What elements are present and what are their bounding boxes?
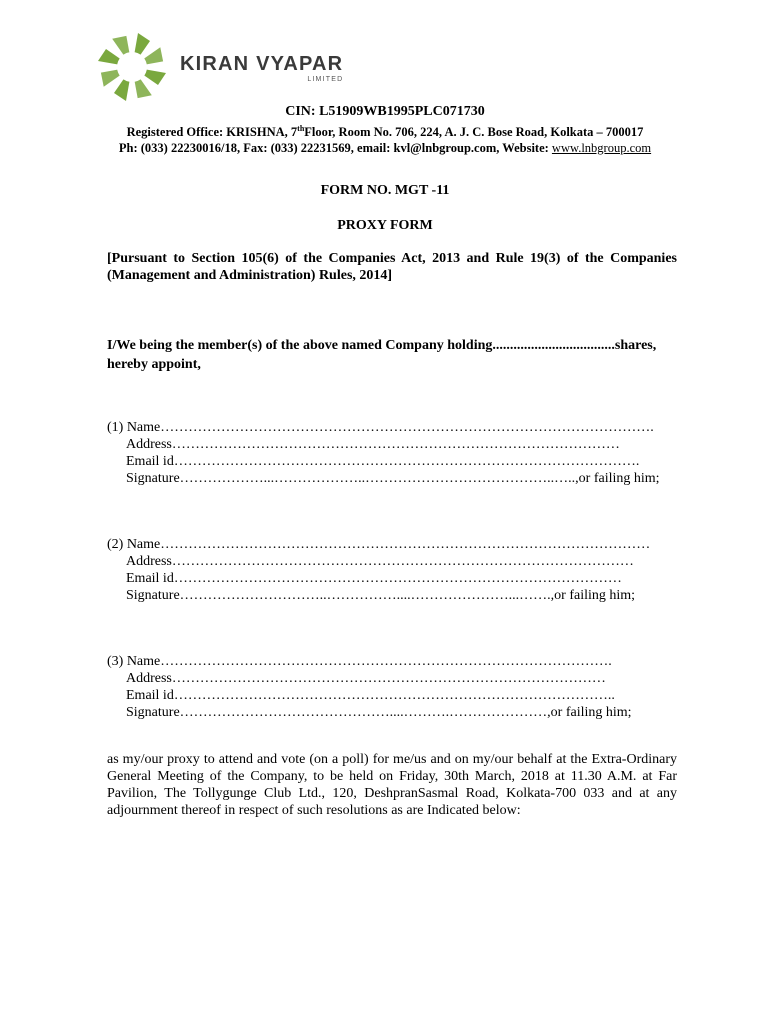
- cin-number: CIN: L51909WB1995PLC071730: [285, 104, 485, 119]
- proxy-entry-3: [107, 653, 667, 721]
- proxy-3-address-field[interactable]: Address…………………………………………………………………………………: [126, 671, 606, 686]
- contact-line: [0, 141, 770, 156]
- brand: [180, 54, 343, 84]
- registered-office-text: Registered Office: KRISHNA, 7: [126, 125, 298, 140]
- proxy-3-signature-field[interactable]: Signature………………………………………....……….…………………,or failing him;: [126, 705, 632, 720]
- form-title: PROXY FORM: [337, 218, 433, 233]
- proxy-2-signature-field[interactable]: Signature…………………………..……………....…………………...…….,or failing him;: [126, 588, 636, 603]
- registered-office-text-cont: Floor, Room No. 706, 224, A. J. C. Bose Road, Kolkata – 700017: [304, 125, 644, 140]
- proxy-authority-statement: as my/our proxy to attend and vote (on a poll) for me/us and on my/our behalf at the Extra-Ordinary General Meeting of the Company, to be held on Friday, 30th March, 2018 at 11.30 A.M. at Far Pavilion, The Tollygunge Club Ltd., 120, DeshpranSasmal Road, Kolkata-700 033 and at any adjournment thereof in respect of such resolutions as are Indicated below:: [107, 752, 677, 818]
- proxy-1-address-field[interactable]: Address……………………………………………………………………………………: [126, 437, 620, 452]
- proxy-1-signature-field[interactable]: Signature………………...………………..…………………………………..…..,or failing him;: [126, 471, 660, 486]
- floor-ordinal: th: [297, 124, 305, 133]
- brand-subtitle: LIMITED: [307, 76, 344, 83]
- appointment-line-1: I/We being the member(s) of the above named Company holding...................................shares,: [107, 338, 657, 353]
- proxy-entry-2: [107, 536, 667, 604]
- proxy-1-email-field[interactable]: Email id……………………………………………………………………………………….: [126, 454, 640, 469]
- appointment-statement: [107, 336, 685, 374]
- proxy-3-email-field[interactable]: Email id…………………………………………………………………………………..: [126, 688, 615, 703]
- form-number: FORM NO. MGT -11: [320, 183, 450, 198]
- brand-name: KIRAN VYAPAR: [180, 53, 344, 75]
- proxy-1-name-field[interactable]: (1) Name…………………………………………………………………………………………….: [107, 420, 654, 435]
- proxy-2-email-field[interactable]: Email id……………………………………………………………………………………: [126, 571, 622, 586]
- registered-office: [0, 124, 770, 140]
- proxy-2-address-field[interactable]: Address………………………………………………………………………………………: [126, 554, 634, 569]
- logo-center: [117, 52, 147, 82]
- appointment-line-2: hereby appoint,: [107, 357, 201, 372]
- proxy-2-name-field[interactable]: (2) Name……………………………………………………………………………………………: [107, 537, 651, 552]
- proxy-entry-1: [107, 419, 667, 487]
- website-link[interactable]: www.lnbgroup.com: [551, 141, 652, 155]
- proxy-3-name-field[interactable]: (3) Name…………………………………………………………………………………….: [107, 654, 612, 669]
- kiran-vyapar-logo-icon: [92, 27, 172, 107]
- pursuant-statement: [Pursuant to Section 105(6) of the Companies Act, 2013 and Rule 19(3) of the Companies (Management and Administration) Rules, 2014]: [107, 251, 677, 283]
- contact-details: Ph: (033) 22230016/18, Fax: (033) 22231569, email: kvl@lnbgroup.com, Website:: [118, 141, 552, 155]
